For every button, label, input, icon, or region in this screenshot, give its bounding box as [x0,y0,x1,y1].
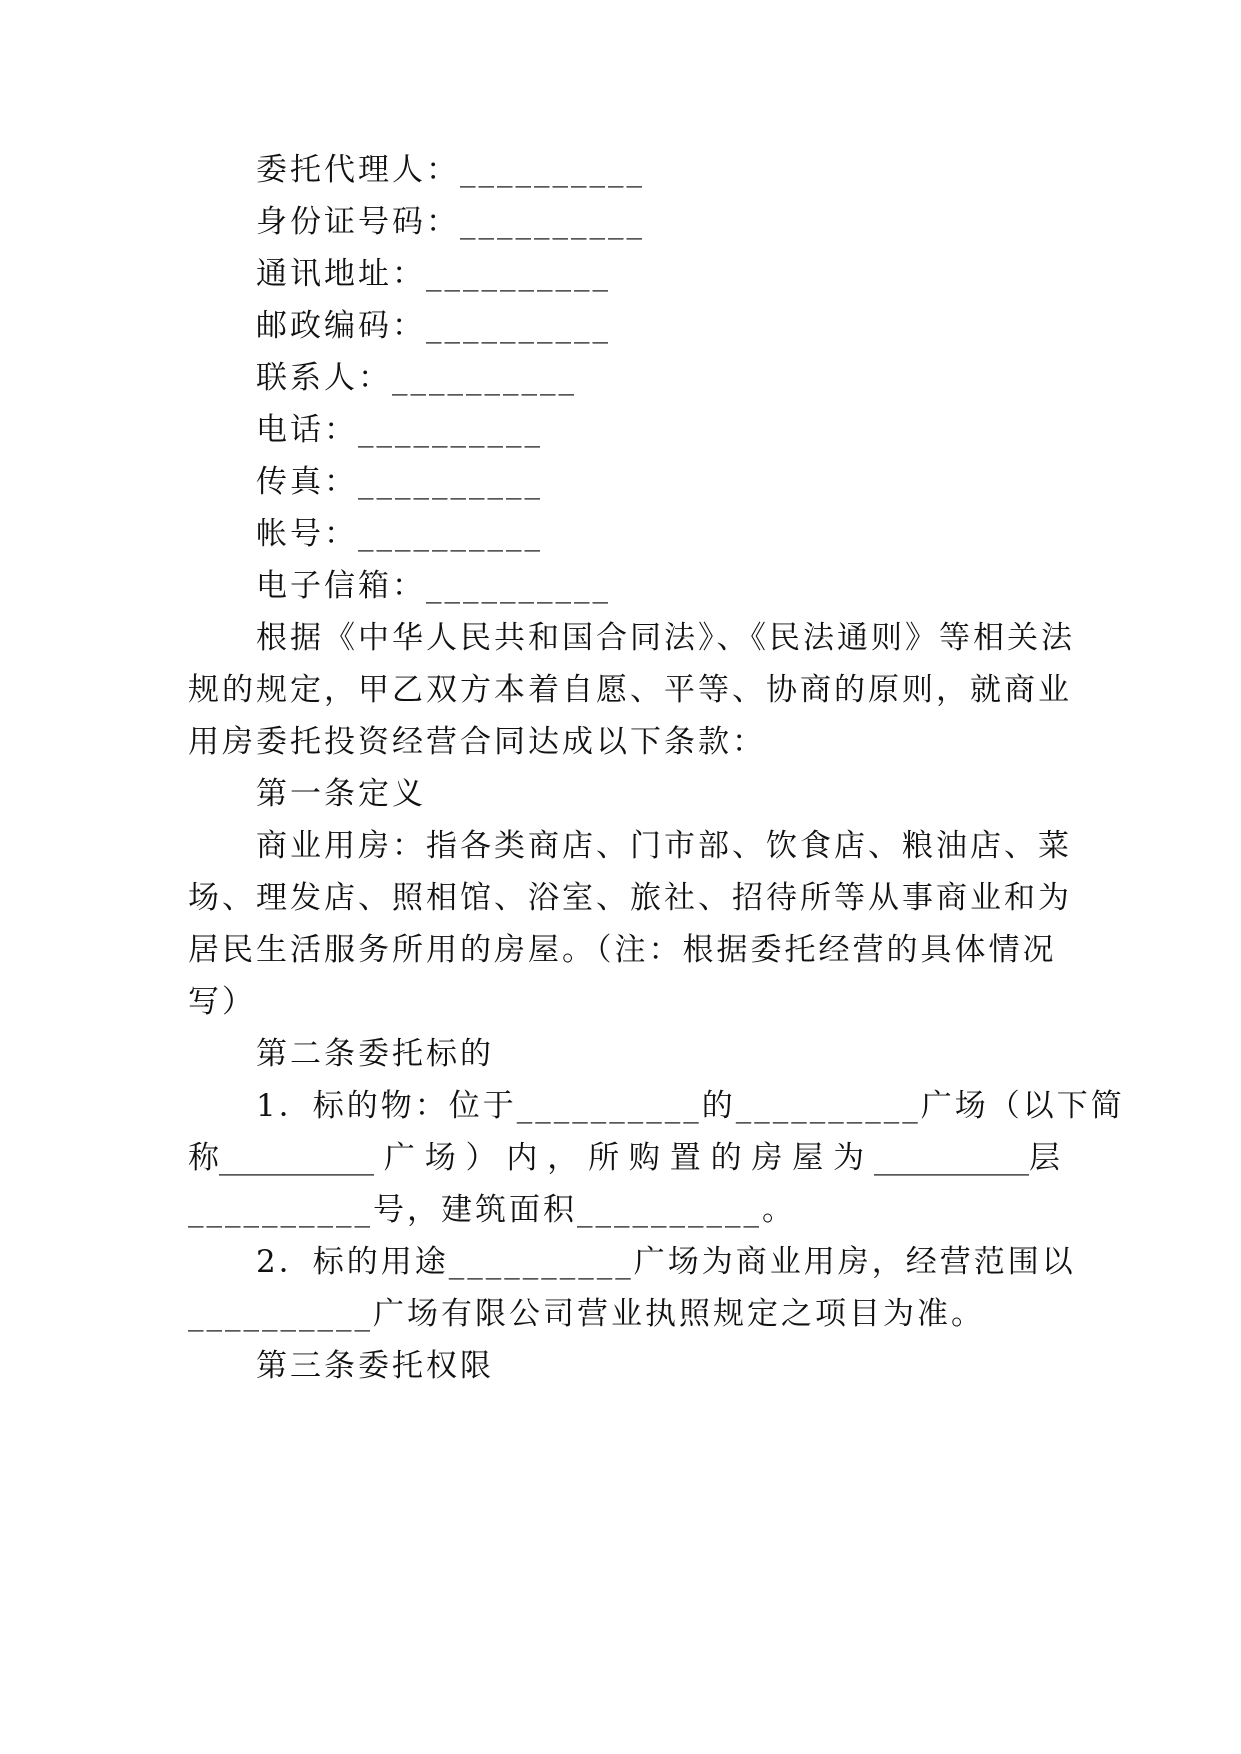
field-email [256,566,1128,606]
justified-segment: 置 [669,1140,701,1176]
justified-segment: ） [465,1140,497,1176]
field-email-label: 电子信箱： [256,568,426,604]
intro-line-3: 用房委托投资经营合同达成以下条款： [188,724,766,760]
field-address [256,254,1128,294]
field-address-label: 通讯地址： [256,256,426,292]
justified-segment: 屋 [792,1140,824,1176]
justified-segment: 场 [424,1140,456,1176]
field-fax-blank: __________ [358,464,543,500]
justified-segment: 购 [628,1140,660,1176]
justified-segment: __________层 [873,1140,1060,1176]
article-1-line-2: 场、理发店、照相馆、浴室、旅社、招待所等从事商业和为 [188,880,1072,916]
field-id-number-label: 身份证号码： [256,204,460,240]
article-1-line-3: 居民生活服务所用的房屋。（注：根据委托经营的具体情况 [188,932,1057,968]
field-postcode [256,306,1128,346]
article-2-title: 第二条委托标的 [256,1036,494,1072]
field-contact [256,358,1128,398]
field-agent [256,150,1128,190]
field-postcode-blank: __________ [426,308,611,344]
field-address-blank: __________ [426,256,611,292]
field-phone-label: 电话： [256,412,358,448]
article-2-item-1-line-1: 1．标的物：位于__________的__________广场（以下简 [256,1088,1125,1124]
justified-segment: 的 [710,1140,742,1176]
field-phone [256,410,1128,450]
article-2-item-2-line-2: __________广场有限公司营业执照规定之项目为准。 [188,1296,985,1332]
field-fax [256,462,1128,502]
article-1-title: 第一条定义 [256,776,426,812]
field-agent-label: 委托代理人： [256,152,460,188]
field-account-label: 帐号： [256,516,358,552]
justified-segment: 房 [751,1140,783,1176]
field-phone-blank: __________ [358,412,543,448]
field-agent-blank: __________ [460,152,645,188]
article-1-line-1: 商业用房：指各类商店、门市部、饮食店、粮油店、菜 [256,828,1072,864]
field-id-number [256,202,1128,242]
article-3-title: 第三条委托权限 [256,1348,494,1384]
justified-segment: ， [547,1140,579,1176]
field-account [256,514,1128,554]
article-2-item-1-line-2 [188,1138,1060,1178]
article-2-item-1-line-3: __________号，建筑面积__________。 [188,1192,796,1228]
justified-segment: 称__________ [188,1140,374,1176]
field-fax-label: 传真： [256,464,358,500]
justified-segment: 为 [833,1140,865,1176]
article-1-line-4: 写） [188,984,256,1020]
justified-segment: 内 [506,1140,538,1176]
intro-line-2: 规的规定，甲乙双方本着自愿、平等、协商的原则，就商业 [188,672,1072,708]
field-account-blank: __________ [358,516,543,552]
field-id-number-blank: __________ [460,204,645,240]
article-2-item-2-line-1: 2．标的用途__________广场为商业用房，经营范围以 [256,1244,1076,1280]
field-postcode-label: 邮政编码： [256,308,426,344]
justified-segment: 广 [383,1140,415,1176]
field-contact-blank: __________ [392,360,577,396]
justified-segment: 所 [588,1140,620,1176]
field-email-blank: __________ [426,568,611,604]
field-contact-label: 联系人： [256,360,392,396]
intro-line-1: 根据《中华人民共和国合同法》、《民法通则》等相关法 [256,620,1075,656]
